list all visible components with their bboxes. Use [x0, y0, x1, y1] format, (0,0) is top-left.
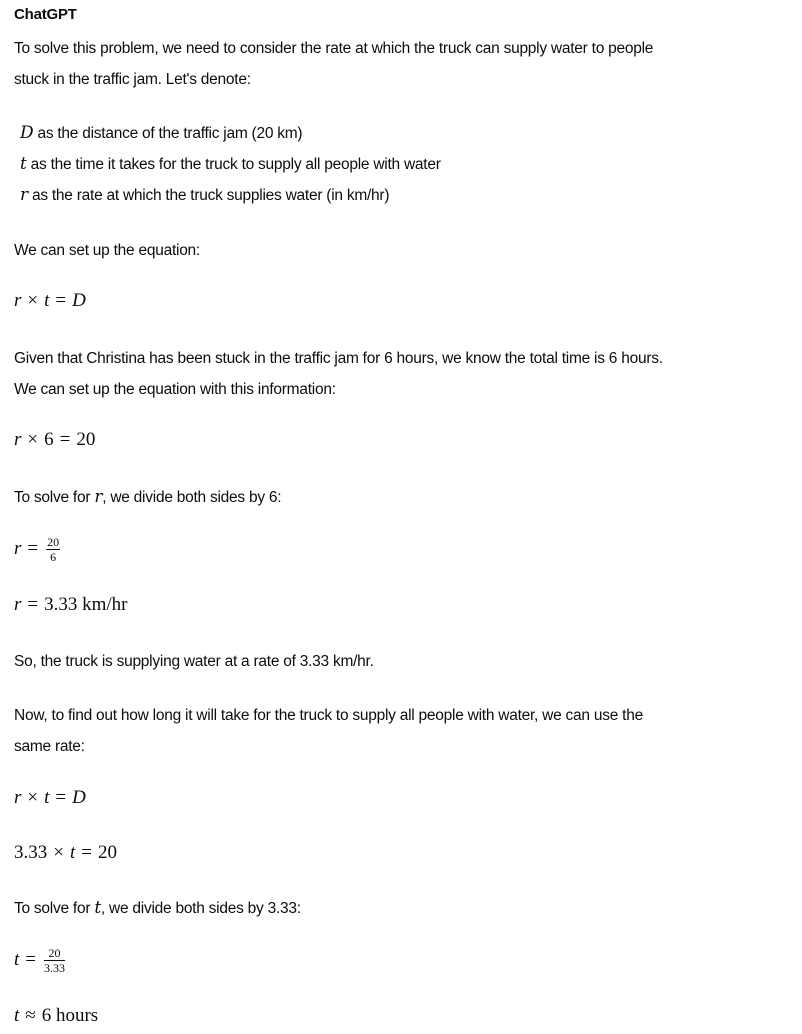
solve-r-text: To solve for r, we divide both sides by 6:	[14, 487, 282, 507]
definition-item	[20, 149, 441, 180]
fraction: $\frac{20}{3.33}$	[44, 946, 65, 975]
message-author: ChatGPT	[14, 6, 77, 23]
equation-r-times-t-2: r × t = D	[14, 787, 86, 808]
math-var: t	[20, 154, 27, 174]
definition-text: as the distance of the traffic jam (20 km)	[33, 125, 303, 142]
now-text-line1: Now, to find out how long it will take for the truck to supply all people with water, we can use the	[14, 707, 643, 724]
intro-text-line1: To solve this problem, we need to consider the rate at which the truck can supply water to people	[14, 40, 654, 57]
equation-r-fraction: r = $\frac{20}{6}$	[14, 535, 60, 564]
setup-text: We can set up the equation:	[14, 242, 200, 259]
math-var: D	[20, 123, 34, 143]
intro-text-line2: stuck in the traffic jam. Let's denote:	[14, 71, 251, 88]
now-text-line2: same rate:	[14, 738, 85, 755]
definition-text: as the rate at which the truck supplies water (in km/hr)	[27, 187, 390, 204]
fraction: $\frac{20}{6}$	[47, 535, 60, 564]
equation-r-times-t: r × t = D	[14, 290, 86, 311]
equation-t-value: t ≈ 6 hours	[14, 1005, 99, 1026]
math-var: r	[20, 185, 28, 205]
definition-item	[20, 118, 302, 149]
equation-333-times-t: 3.33 × t = 20	[14, 842, 117, 863]
given-text-line2: We can set up the equation with this information:	[14, 381, 336, 398]
equation-r-times-6: r × 6 = 20	[14, 429, 96, 450]
so-text: So, the truck is supplying water at a rate of 3.33 km/hr.	[14, 653, 374, 670]
equation-t-fraction: t = $\frac{20}{3.33}$	[14, 946, 65, 975]
equation-r-value: r = 3.33 km/hr	[14, 594, 128, 615]
definition-text: as the time it takes for the truck to supply all people with water	[26, 156, 441, 173]
definition-item	[20, 180, 389, 211]
solve-t-text: To solve for t, we divide both sides by 3.33:	[14, 898, 301, 918]
given-text-line1: Given that Christina has been stuck in the traffic jam for 6 hours, we know the total time is 6 hours.	[14, 350, 663, 367]
